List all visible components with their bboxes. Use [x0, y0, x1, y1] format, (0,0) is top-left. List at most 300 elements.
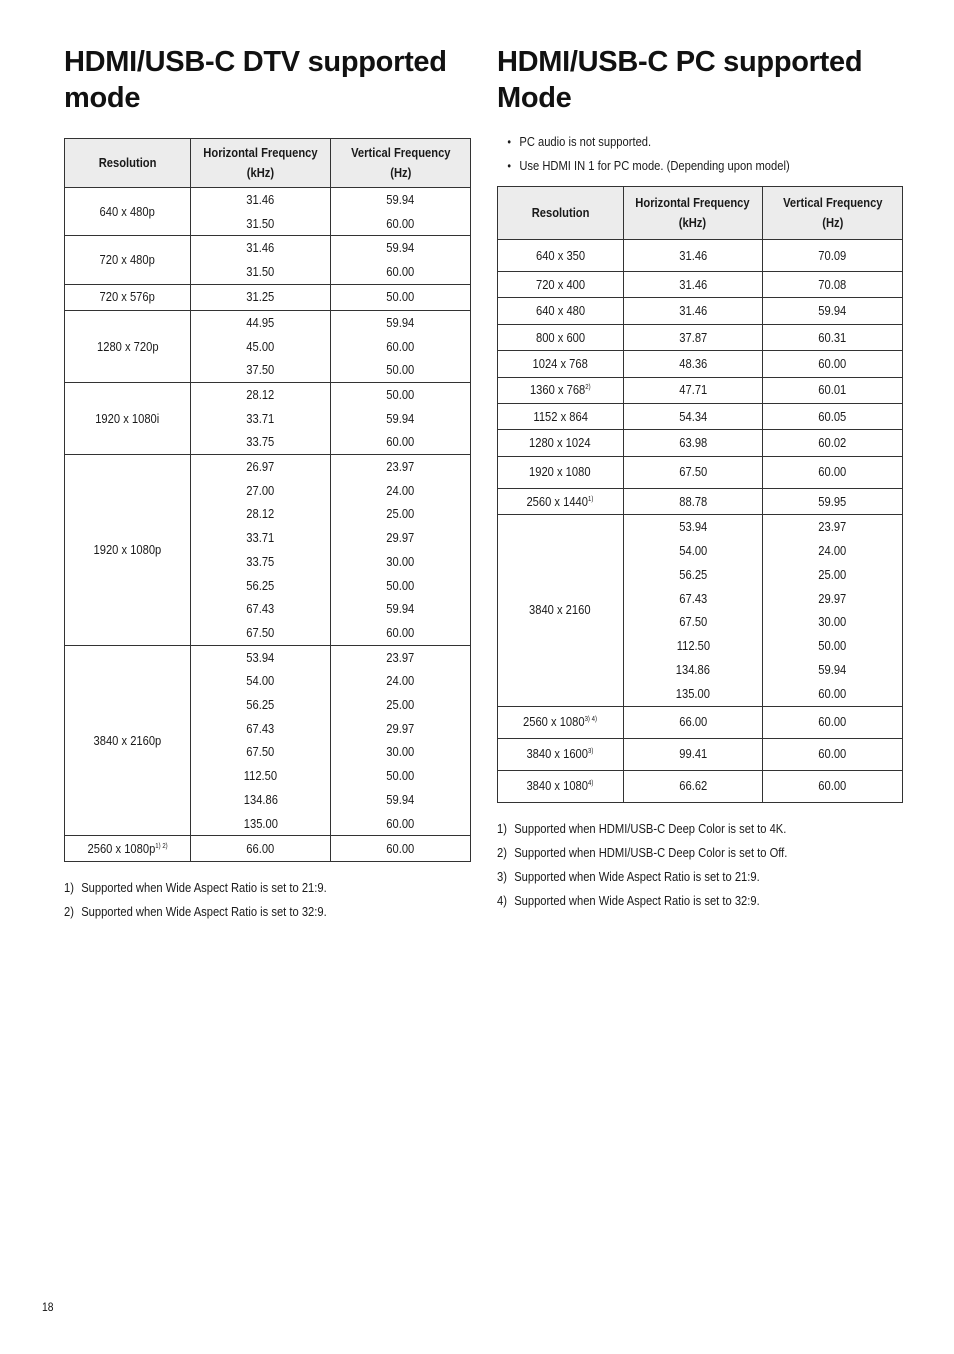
footnote-item: [497, 889, 846, 913]
table-row: [498, 324, 903, 350]
pc-bullet-list: [497, 130, 903, 178]
vertical-frequency-cell: [330, 812, 470, 836]
horizontal-frequency-value: 26.97: [246, 459, 275, 475]
resolution-text: [94, 538, 162, 562]
horizontal-frequency-value: 56.25: [246, 697, 275, 713]
vertical-frequency-value: 60.00: [386, 624, 415, 640]
vertical-frequency-cell: [763, 377, 903, 403]
resolution-text: [529, 598, 591, 622]
dtv-table-body: [65, 188, 471, 862]
horizontal-frequency-cell: [190, 407, 330, 431]
horizontal-frequency-value: 54.00: [246, 673, 275, 689]
header-vertical-frequency: Vertical Frequency (Hz): [763, 187, 903, 240]
resolution-cell: [65, 455, 191, 646]
resolution-cell: [498, 351, 624, 377]
horizontal-frequency-cell: [623, 488, 763, 514]
footnote-ref: 1): [588, 495, 594, 503]
header-vertical-frequency: Vertical Frequency (Hz): [330, 139, 470, 188]
horizontal-frequency-cell: [190, 236, 330, 260]
resolution-cell: [65, 382, 191, 454]
vertical-frequency-value: 50.00: [386, 362, 415, 378]
resolution-text: [536, 299, 585, 323]
horizontal-frequency-cell: [623, 324, 763, 350]
vertical-frequency-cell: [330, 284, 470, 310]
vertical-frequency-value: 24.00: [818, 542, 847, 558]
resolution-value: 720 x 400: [535, 276, 585, 292]
pc-title: HDMI/USB-C PC supported Mode: [497, 46, 863, 114]
vertical-frequency-cell: [763, 240, 903, 272]
vertical-frequency-value: 60.00: [818, 464, 847, 480]
horizontal-frequency-cell: [623, 515, 763, 539]
table-row: [65, 310, 471, 334]
resolution-text: [95, 407, 159, 431]
horizontal-frequency-value: 56.25: [246, 577, 275, 593]
resolution-cell: [498, 298, 624, 324]
vertical-frequency-value: 60.00: [386, 264, 415, 280]
resolution-text: [100, 200, 155, 224]
resolution-text: [530, 378, 591, 402]
footnote-ref: 4): [588, 780, 594, 788]
table-row: [498, 430, 903, 456]
horizontal-frequency-value: 67.43: [246, 601, 275, 617]
horizontal-frequency-cell: [190, 836, 330, 862]
vertical-frequency-cell: [330, 764, 470, 788]
vertical-frequency-cell: [330, 693, 470, 717]
vertical-frequency-value: 29.97: [386, 720, 415, 736]
vertical-frequency-cell: [330, 188, 470, 212]
footnote-text: Supported when Wide Aspect Ratio is set to 21:9.: [514, 868, 760, 884]
footnote-text: Supported when Wide Aspect Ratio is set to 32:9.: [514, 892, 760, 908]
horizontal-frequency-cell: [623, 658, 763, 682]
table-row: [498, 272, 903, 298]
page-number: 18: [42, 1300, 54, 1314]
vertical-frequency-cell: [763, 272, 903, 298]
vertical-frequency-value: 59.94: [386, 791, 415, 807]
vertical-frequency-cell: [763, 539, 903, 563]
resolution-value: 1920 x 1080i: [95, 410, 160, 426]
resolution-text: [527, 774, 594, 798]
horizontal-frequency-cell: [623, 240, 763, 272]
resolution-value: 2560 x 1440: [526, 493, 589, 509]
table-row: [498, 706, 903, 738]
vertical-frequency-value: 50.00: [386, 386, 415, 402]
table-header-row: [498, 187, 903, 240]
footnote-ref: 1) 2): [155, 842, 168, 850]
vertical-frequency-value: 60.00: [818, 355, 847, 371]
dtv-footnotes: [64, 876, 471, 924]
footnote-item: [497, 817, 846, 841]
horizontal-frequency-cell: [623, 738, 763, 770]
horizontal-frequency-value: 67.50: [246, 624, 275, 640]
pc-table-body: [498, 240, 903, 803]
horizontal-frequency-cell: [190, 479, 330, 503]
dtv-title: HDMI/USB-C DTV supported mode: [64, 46, 447, 114]
resolution-value: 3840 x 1080: [526, 778, 589, 794]
horizontal-frequency-cell: [190, 621, 330, 645]
vertical-frequency-cell: [330, 455, 470, 479]
footnote-ref: 3) 4): [584, 716, 598, 724]
vertical-frequency-value: 59.94: [386, 601, 415, 617]
pc-mode-table: [497, 186, 903, 803]
horizontal-frequency-value: 31.50: [246, 215, 275, 231]
horizontal-frequency-cell: [623, 706, 763, 738]
vertical-frequency-cell: [763, 706, 903, 738]
resolution-value: 2560 x 1080p: [87, 840, 156, 856]
vertical-frequency-cell: [330, 407, 470, 431]
horizontal-frequency-value: 135.00: [675, 685, 710, 701]
vertical-frequency-value: 60.31: [818, 329, 847, 345]
vertical-frequency-value: 23.97: [386, 649, 415, 665]
horizontal-frequency-cell: [190, 382, 330, 406]
horizontal-frequency-cell: [623, 377, 763, 403]
table-row: [65, 188, 471, 212]
vertical-frequency-value: 60.00: [386, 815, 415, 831]
vertical-frequency-value: 30.00: [386, 744, 415, 760]
vertical-frequency-cell: [330, 788, 470, 812]
vertical-frequency-cell: [330, 502, 470, 526]
horizontal-frequency-cell: [190, 310, 330, 334]
resolution-text: [529, 460, 591, 484]
footnote-number: 3): [497, 868, 507, 884]
horizontal-frequency-value: 31.46: [246, 240, 275, 256]
horizontal-frequency-cell: [623, 563, 763, 587]
horizontal-frequency-cell: [190, 335, 330, 359]
table-row: [498, 738, 903, 770]
vertical-frequency-cell: [330, 669, 470, 693]
vertical-frequency-cell: [763, 351, 903, 377]
horizontal-frequency-cell: [623, 682, 763, 706]
horizontal-frequency-value: 66.00: [246, 840, 275, 856]
resolution-text: [536, 326, 585, 350]
resolution-value: 1920 x 1080p: [93, 541, 162, 557]
resolution-text: [94, 729, 162, 753]
vertical-frequency-value: 50.00: [386, 768, 415, 784]
horizontal-frequency-value: 67.50: [678, 614, 707, 630]
horizontal-frequency-value: 99.41: [678, 746, 707, 762]
resolution-value: 1920 x 1080: [529, 464, 592, 480]
horizontal-frequency-cell: [190, 645, 330, 669]
table-row: [498, 298, 903, 324]
horizontal-frequency-cell: [623, 403, 763, 429]
footnote-text: Supported when HDMI/USB-C Deep Color is set to Off.: [514, 844, 788, 860]
horizontal-frequency-value: 31.46: [678, 303, 707, 319]
horizontal-frequency-cell: [623, 587, 763, 611]
vertical-frequency-value: 30.00: [386, 553, 415, 569]
vertical-frequency-cell: [763, 658, 903, 682]
horizontal-frequency-cell: [623, 539, 763, 563]
vertical-frequency-value: 25.00: [386, 697, 415, 713]
vertical-frequency-cell: [763, 488, 903, 514]
horizontal-frequency-cell: [190, 812, 330, 836]
horizontal-frequency-value: 48.36: [678, 355, 707, 371]
resolution-value: 3840 x 2160: [529, 602, 592, 618]
vertical-frequency-cell: [330, 550, 470, 574]
horizontal-frequency-value: 28.12: [246, 506, 275, 522]
resolution-cell: [498, 706, 624, 738]
horizontal-frequency-cell: [190, 455, 330, 479]
horizontal-frequency-value: 67.50: [246, 744, 275, 760]
resolution-cell: [498, 377, 624, 403]
vertical-frequency-cell: [330, 236, 470, 260]
resolution-cell: [498, 456, 624, 488]
resolution-cell: [498, 240, 624, 272]
table-row: [498, 377, 903, 403]
footnote-text: Supported when Wide Aspect Ratio is set to 21:9.: [81, 880, 327, 896]
resolution-cell: [498, 515, 624, 706]
footnote-item: [64, 900, 414, 924]
horizontal-frequency-cell: [623, 272, 763, 298]
resolution-text: [87, 837, 167, 861]
vertical-frequency-cell: [330, 430, 470, 454]
header-horizontal-frequency: Horizontal Frequency (kHz): [623, 187, 763, 240]
horizontal-frequency-value: 31.46: [678, 276, 707, 292]
horizontal-frequency-cell: [623, 456, 763, 488]
resolution-value: 1024 x 768: [532, 355, 588, 371]
vertical-frequency-cell: [763, 738, 903, 770]
vertical-frequency-value: 23.97: [386, 459, 415, 475]
footnote-number: 1): [64, 880, 74, 896]
footnote-text: Supported when Wide Aspect Ratio is set to 32:9.: [81, 904, 327, 920]
resolution-value: 1360 x 768: [529, 382, 586, 398]
horizontal-frequency-value: 31.46: [246, 192, 275, 207]
vertical-frequency-cell: [330, 574, 470, 598]
vertical-frequency-value: 59.94: [818, 661, 847, 677]
resolution-text: [100, 285, 155, 309]
vertical-frequency-value: 50.00: [818, 638, 847, 654]
horizontal-frequency-value: 31.50: [246, 264, 275, 280]
table-header-row: [65, 139, 471, 188]
horizontal-frequency-value: 54.34: [678, 408, 707, 424]
horizontal-frequency-cell: [190, 550, 330, 574]
footnote-number: 1): [497, 820, 507, 836]
resolution-text: [527, 742, 594, 766]
table-row: [498, 403, 903, 429]
horizontal-frequency-cell: [190, 597, 330, 621]
horizontal-frequency-value: 134.86: [675, 661, 710, 677]
dtv-mode-table: [64, 138, 471, 862]
horizontal-frequency-value: 135.00: [243, 815, 278, 831]
resolution-text: [533, 405, 588, 429]
vertical-frequency-value: 60.05: [818, 408, 847, 424]
vertical-frequency-cell: [330, 717, 470, 741]
vertical-frequency-value: 30.00: [818, 614, 847, 630]
resolution-cell: [65, 284, 191, 310]
horizontal-frequency-value: 53.94: [678, 519, 707, 535]
table-row: [498, 351, 903, 377]
vertical-frequency-cell: [330, 645, 470, 669]
horizontal-frequency-value: 66.00: [678, 714, 707, 730]
horizontal-frequency-cell: [190, 717, 330, 741]
vertical-frequency-value: 59.94: [818, 303, 847, 319]
horizontal-frequency-value: 37.87: [678, 329, 707, 345]
resolution-text: [536, 273, 585, 297]
horizontal-frequency-cell: [190, 188, 330, 212]
vertical-frequency-value: 24.00: [386, 673, 415, 689]
resolution-cell: [498, 324, 624, 350]
vertical-frequency-value: 59.94: [386, 410, 415, 426]
vertical-frequency-value: 25.00: [386, 506, 415, 522]
vertical-frequency-cell: [330, 740, 470, 764]
horizontal-frequency-cell: [190, 212, 330, 236]
table-row: [498, 240, 903, 272]
vertical-frequency-cell: [763, 298, 903, 324]
resolution-text: [533, 352, 588, 376]
vertical-frequency-cell: [330, 358, 470, 382]
resolution-cell: [498, 272, 624, 298]
resolution-value: 640 x 350: [535, 247, 585, 263]
horizontal-frequency-cell: [190, 502, 330, 526]
resolution-cell: [65, 645, 191, 836]
horizontal-frequency-cell: [190, 669, 330, 693]
vertical-frequency-cell: [763, 634, 903, 658]
resolution-text: [97, 335, 159, 359]
vertical-frequency-value: 23.97: [818, 519, 847, 535]
vertical-frequency-value: 25.00: [818, 566, 847, 582]
resolution-value: 3840 x 2160p: [93, 732, 162, 748]
vertical-frequency-value: 29.97: [386, 530, 415, 546]
resolution-value: 720 x 480p: [99, 252, 156, 268]
bullet-item: • PC audio is not supported.: [497, 130, 846, 154]
footnote-text: Supported when HDMI/USB-C Deep Color is set to 4K.: [514, 820, 787, 836]
vertical-frequency-cell: [330, 479, 470, 503]
footnote-number: 4): [497, 892, 507, 908]
vertical-frequency-value: 59.94: [386, 240, 415, 256]
horizontal-frequency-value: 112.50: [243, 768, 278, 784]
table-row: [498, 515, 903, 539]
table-row: [65, 645, 471, 669]
resolution-value: 1280 x 720p: [96, 338, 159, 354]
vertical-frequency-value: 60.00: [386, 215, 415, 231]
vertical-frequency-cell: [330, 310, 470, 334]
resolution-cell: [65, 188, 191, 236]
vertical-frequency-value: 60.00: [386, 840, 415, 856]
horizontal-frequency-value: 44.95: [246, 314, 275, 330]
pc-footnotes: [497, 817, 903, 913]
horizontal-frequency-value: 56.25: [678, 566, 707, 582]
table-row: [65, 836, 471, 862]
vertical-frequency-value: 60.00: [818, 778, 847, 794]
horizontal-frequency-value: 28.12: [246, 386, 275, 402]
resolution-value: 2560 x 1080: [523, 714, 585, 730]
vertical-frequency-value: 60.00: [818, 746, 847, 762]
horizontal-frequency-value: 31.25: [246, 289, 275, 305]
horizontal-frequency-cell: [623, 351, 763, 377]
vertical-frequency-value: 50.00: [386, 577, 415, 593]
horizontal-frequency-value: 88.78: [678, 493, 707, 509]
vertical-frequency-cell: [330, 597, 470, 621]
horizontal-frequency-value: 33.75: [246, 553, 275, 569]
horizontal-frequency-cell: [623, 634, 763, 658]
vertical-frequency-cell: [330, 212, 470, 236]
resolution-cell: [65, 836, 191, 862]
horizontal-frequency-cell: [623, 770, 763, 802]
vertical-frequency-cell: [330, 621, 470, 645]
horizontal-frequency-value: 33.71: [246, 410, 275, 426]
horizontal-frequency-value: 63.98: [678, 435, 707, 451]
vertical-frequency-cell: [763, 770, 903, 802]
horizontal-frequency-cell: [623, 298, 763, 324]
horizontal-frequency-cell: [190, 260, 330, 284]
horizontal-frequency-cell: [623, 430, 763, 456]
table-row: [498, 488, 903, 514]
vertical-frequency-value: 60.00: [818, 685, 847, 701]
vertical-frequency-cell: [330, 335, 470, 359]
table-row: [498, 456, 903, 488]
footnote-ref: 2): [585, 384, 591, 392]
vertical-frequency-value: 24.00: [386, 482, 415, 498]
vertical-frequency-value: 59.94: [386, 192, 415, 207]
resolution-value: 640 x 480p: [99, 203, 156, 219]
resolution-cell: [65, 236, 191, 284]
vertical-frequency-value: 60.00: [386, 338, 415, 354]
vertical-frequency-value: 60.02: [818, 435, 847, 451]
horizontal-frequency-value: 134.86: [243, 791, 278, 807]
table-row: [65, 382, 471, 406]
table-row: [498, 770, 903, 802]
vertical-frequency-value: 59.94: [386, 314, 415, 330]
vertical-frequency-cell: [763, 403, 903, 429]
header-resolution: Resolution: [65, 139, 191, 188]
vertical-frequency-cell: [330, 526, 470, 550]
horizontal-frequency-value: 33.75: [246, 434, 275, 450]
vertical-frequency-value: 70.09: [818, 247, 847, 263]
resolution-value: 720 x 576p: [99, 289, 156, 305]
vertical-frequency-cell: [763, 456, 903, 488]
vertical-frequency-cell: [763, 515, 903, 539]
vertical-frequency-cell: [330, 382, 470, 406]
vertical-frequency-value: 50.00: [386, 289, 415, 305]
pc-section: [497, 44, 903, 913]
horizontal-frequency-value: 33.71: [246, 530, 275, 546]
footnote-item: [64, 876, 414, 900]
vertical-frequency-value: 60.01: [818, 382, 847, 398]
resolution-text: [529, 431, 591, 455]
resolution-value: 640 x 480: [535, 303, 585, 319]
footnote-item: [497, 865, 846, 889]
resolution-value: 800 x 600: [535, 329, 585, 345]
resolution-value: 1280 x 1024: [529, 435, 592, 451]
horizontal-frequency-cell: [190, 574, 330, 598]
horizontal-frequency-value: 37.50: [246, 362, 275, 378]
table-row: [65, 236, 471, 260]
footnote-ref: 3): [588, 748, 594, 756]
vertical-frequency-cell: [330, 836, 470, 862]
horizontal-frequency-value: 27.00: [246, 482, 275, 498]
horizontal-frequency-value: 45.00: [246, 338, 275, 354]
horizontal-frequency-value: 54.00: [678, 542, 707, 558]
vertical-frequency-value: 59.95: [818, 493, 847, 509]
resolution-text: [536, 244, 585, 268]
horizontal-frequency-cell: [190, 788, 330, 812]
vertical-frequency-cell: [763, 324, 903, 350]
table-row: [65, 455, 471, 479]
resolution-text: [523, 710, 597, 734]
resolution-cell: [65, 310, 191, 382]
horizontal-frequency-value: 31.46: [678, 247, 707, 263]
vertical-frequency-cell: [330, 260, 470, 284]
resolution-value: 1152 x 864: [533, 408, 588, 424]
resolution-value: 3840 x 1600: [526, 746, 589, 762]
vertical-frequency-value: 70.08: [818, 276, 847, 292]
horizontal-frequency-cell: [190, 526, 330, 550]
horizontal-frequency-cell: [190, 358, 330, 382]
footnote-number: 2): [64, 904, 74, 920]
horizontal-frequency-cell: [190, 764, 330, 788]
vertical-frequency-cell: [763, 610, 903, 634]
horizontal-frequency-cell: [190, 693, 330, 717]
resolution-cell: [498, 738, 624, 770]
resolution-cell: [498, 403, 624, 429]
